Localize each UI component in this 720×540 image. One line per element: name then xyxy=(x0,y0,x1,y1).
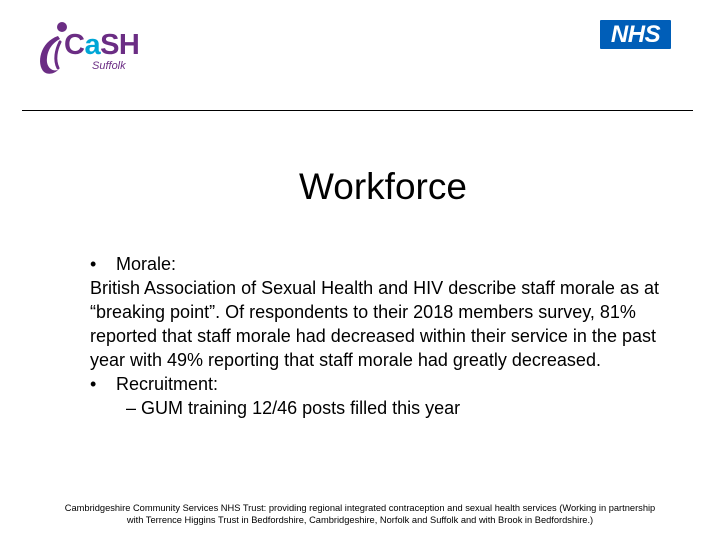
header-divider xyxy=(22,110,693,111)
sub-bullet-marker: – xyxy=(126,398,137,418)
footer-line-1: Cambridgeshire Community Services NHS Trust: providing regional integrated contraception and sexual health services (Working in partnership xyxy=(64,503,656,513)
cash-brand-part-2: a xyxy=(84,29,101,61)
bullet-recruitment xyxy=(90,372,690,396)
bullet-marker: • xyxy=(90,374,97,394)
slide-footer xyxy=(28,502,692,526)
cash-brand-wordmark xyxy=(64,30,139,60)
nhs-logo-text: NHS xyxy=(610,21,661,48)
footer-line-2: with Terrence Higgins Trust in Bedfordshire, Cambridgeshire, Norfolk and Suffolk and with Brook in Bedfordshire.) xyxy=(126,515,594,525)
nhs-logo xyxy=(600,20,671,49)
sub-bullet-gum-training xyxy=(90,396,690,420)
morale-paragraph: British Association of Sexual Health and HIV describe staff morale as at “breaking point”. Of respondents to their 2018 members survey, 81% reported that staff morale had decreased within their service in the past year with 49% reporting that staff morale had greatly decreased. xyxy=(90,278,659,370)
bullet-morale xyxy=(90,252,690,276)
sub-bullet-text: GUM training 12/46 posts filled this year xyxy=(141,398,461,418)
bullet-marker: • xyxy=(90,254,97,274)
cash-suffolk-logo xyxy=(34,20,144,78)
slide-title: Workforce xyxy=(299,166,467,207)
cash-brand-part-1: C xyxy=(64,29,85,61)
bullet-label-recruitment: Recruitment: xyxy=(116,374,219,394)
cash-subtitle: Suffolk xyxy=(92,60,126,72)
bullet-label-morale: Morale: xyxy=(116,254,177,274)
slide-content xyxy=(90,252,690,420)
cash-brand-part-3: SH xyxy=(100,29,140,61)
